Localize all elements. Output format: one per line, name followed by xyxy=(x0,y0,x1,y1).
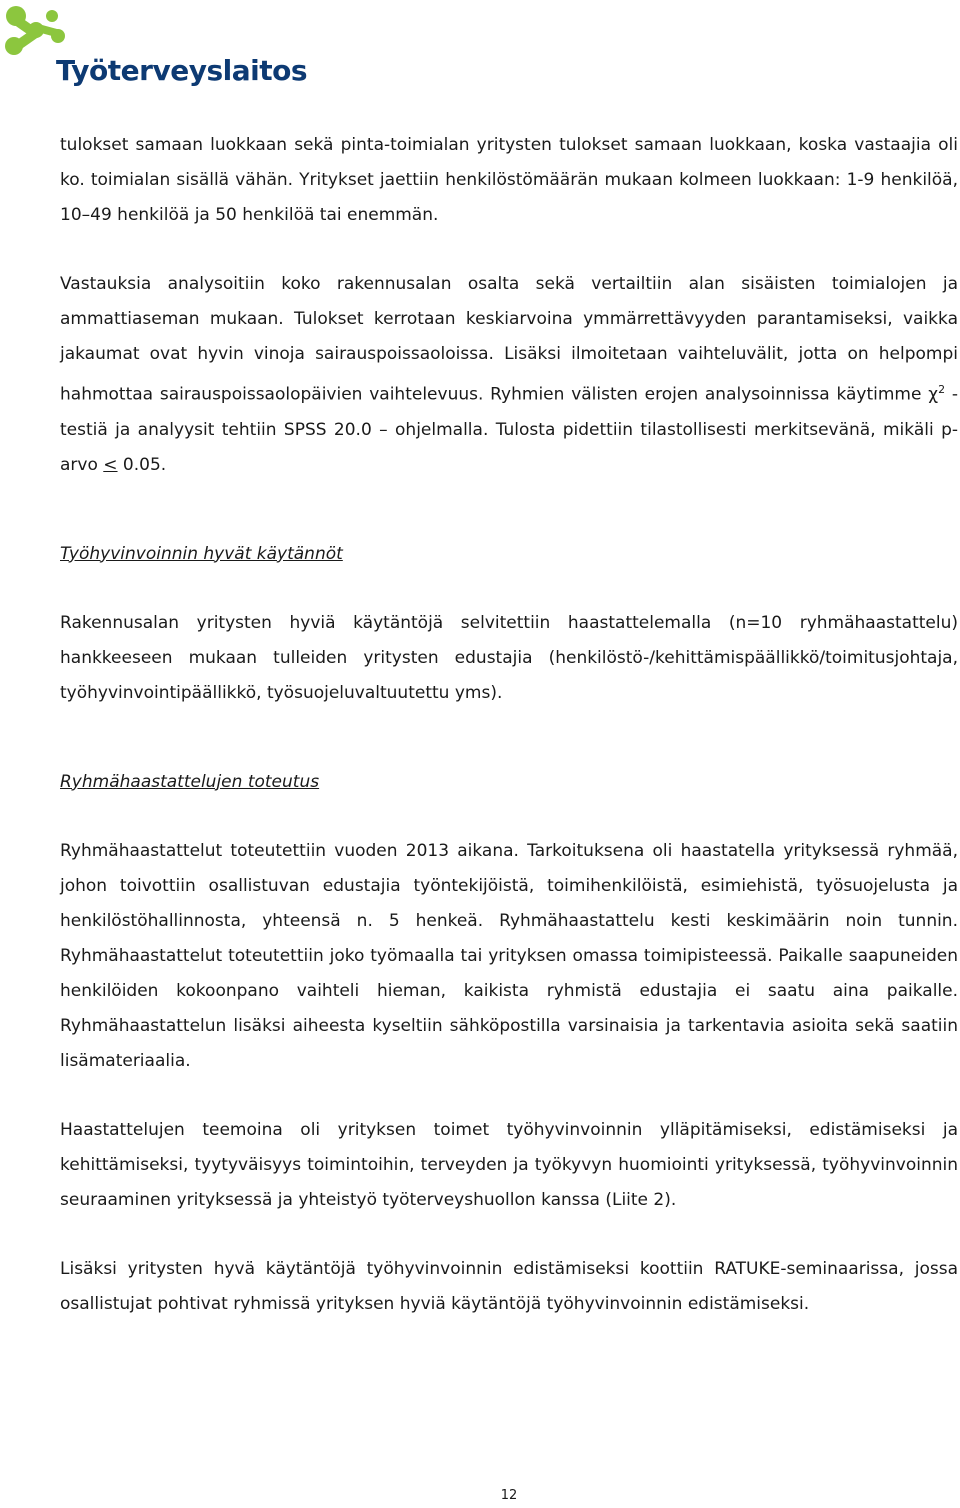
page-number: 12 xyxy=(500,1488,518,1503)
logo-text: Työterveyslaitos xyxy=(56,54,307,87)
section-heading-good-practices: Työhyvinvoinnin hyvät käytännöt xyxy=(60,543,343,564)
paragraph-6: Lisäksi yritysten hyvä käytäntöjä työhyvinvoinnin edistämiseksi koottiin RATUKE-seminaarissa, jossa osallistujat pohtivat ryhmissä yrityksen hyviä käytäntöjä työhyvinvoinnin edistämiseksi. xyxy=(60,1258,958,1314)
logo xyxy=(2,2,307,94)
paragraph-2-text-b: -testiä ja analyysit tehtiin SPSS 20.0 – ohjelmalla. Tulosta pidettiin tilastollisesti merkitsevänä, mikäli p-arvo xyxy=(60,384,959,475)
paragraph-5: Haastattelujen teemoina oli yrityksen toimet työhyvinvoinnin ylläpitämiseksi, edistämiseksi ja kehittämiseksi, tyytyväisyys toimintoihin, terveyden ja työkyvyn huomiointi yrityksessä, työhyvinvoinnin seuraaminen yrityksessä ja yhteistyö työterveyshuollon kanssa (Liite 2). xyxy=(60,1119,958,1210)
paragraph-1: tulokset samaan luokkaan sekä pinta-toimialan yritysten tulokset samaan luokkaan, koska vastaajia oli ko. toimialan sisällä vähän. Yritykset jaettiin henkilöstömäärän mukaan kolmeen luokkaan: 1-9 henkilöä, 10–49 henkilöä ja 50 henkilöä tai enemmän. xyxy=(60,135,958,225)
logo-mark-icon xyxy=(2,2,72,62)
paragraph-2-text-a: Vastauksia analysoitiin koko rakennusalan osalta sekä vertailtiin alan sisäisten toimialojen ja ammattiaseman mukaan. Tulokset kerrotaan keskiarvoina ymmärrettävyyden parantamiseksi, vaikka jakaumat ovat hyvin vinoja sairauspoissaoloissa. Lisäksi ilmoitetaan vaihteluvälit, jotta on helpompi hahmottaa sairauspoissaolopäivien vaihtelevuus. Ryhmien välisten erojen analysoinnissa käytimme χ xyxy=(60,274,958,405)
chi-square-superscript: 2 xyxy=(938,383,946,396)
section-heading-group-interviews: Ryhmähaastattelujen toteutus xyxy=(60,771,320,792)
paragraph-2-text-c: 0.05. xyxy=(117,454,167,475)
paragraph-3: Rakennusalan yritysten hyviä käytäntöjä selvitettiin haastattelemalla (n=10 ryhmähaastattelu) hankkeeseen mukaan tulleiden yritysten edustajia (henkilöstö-/kehittämispäällikkö/toimitusjohtaja, työhyvinvointipäällikkö, työsuojeluvaltuutettu yms). xyxy=(60,612,958,703)
paragraph-4: Ryhmähaastattelut toteutettiin vuoden 2013 aikana. Tarkoituksena oli haastatella yrityksessä ryhmää, johon toivottiin osallistuvan edustajia työntekijöistä, toimihenkilöistä, esimiehistä, työsuojelusta ja henkilöstöhallinnosta, yhteensä n. 5 henkeä. Ryhmähaastattelu kesti keskimäärin noin tunnin. Ryhmähaastattelut toteutettiin joko työmaalla tai yrityksen omassa toimipisteessä. Paikalle saapuneiden henkilöiden kokoonpano vaihteli hieman, kaikista ryhmistä edustajia ei saatu aina paikalle. Ryhmähaastattelun lisäksi aiheesta kyseltiin sähköpostilla varsinaisia ja tarkentavia asioita sekä saatiin lisämateriaalia. xyxy=(60,840,958,1071)
less-equal-symbol: < xyxy=(103,454,118,475)
paragraph-2 xyxy=(60,267,958,483)
document-body xyxy=(60,128,958,1356)
